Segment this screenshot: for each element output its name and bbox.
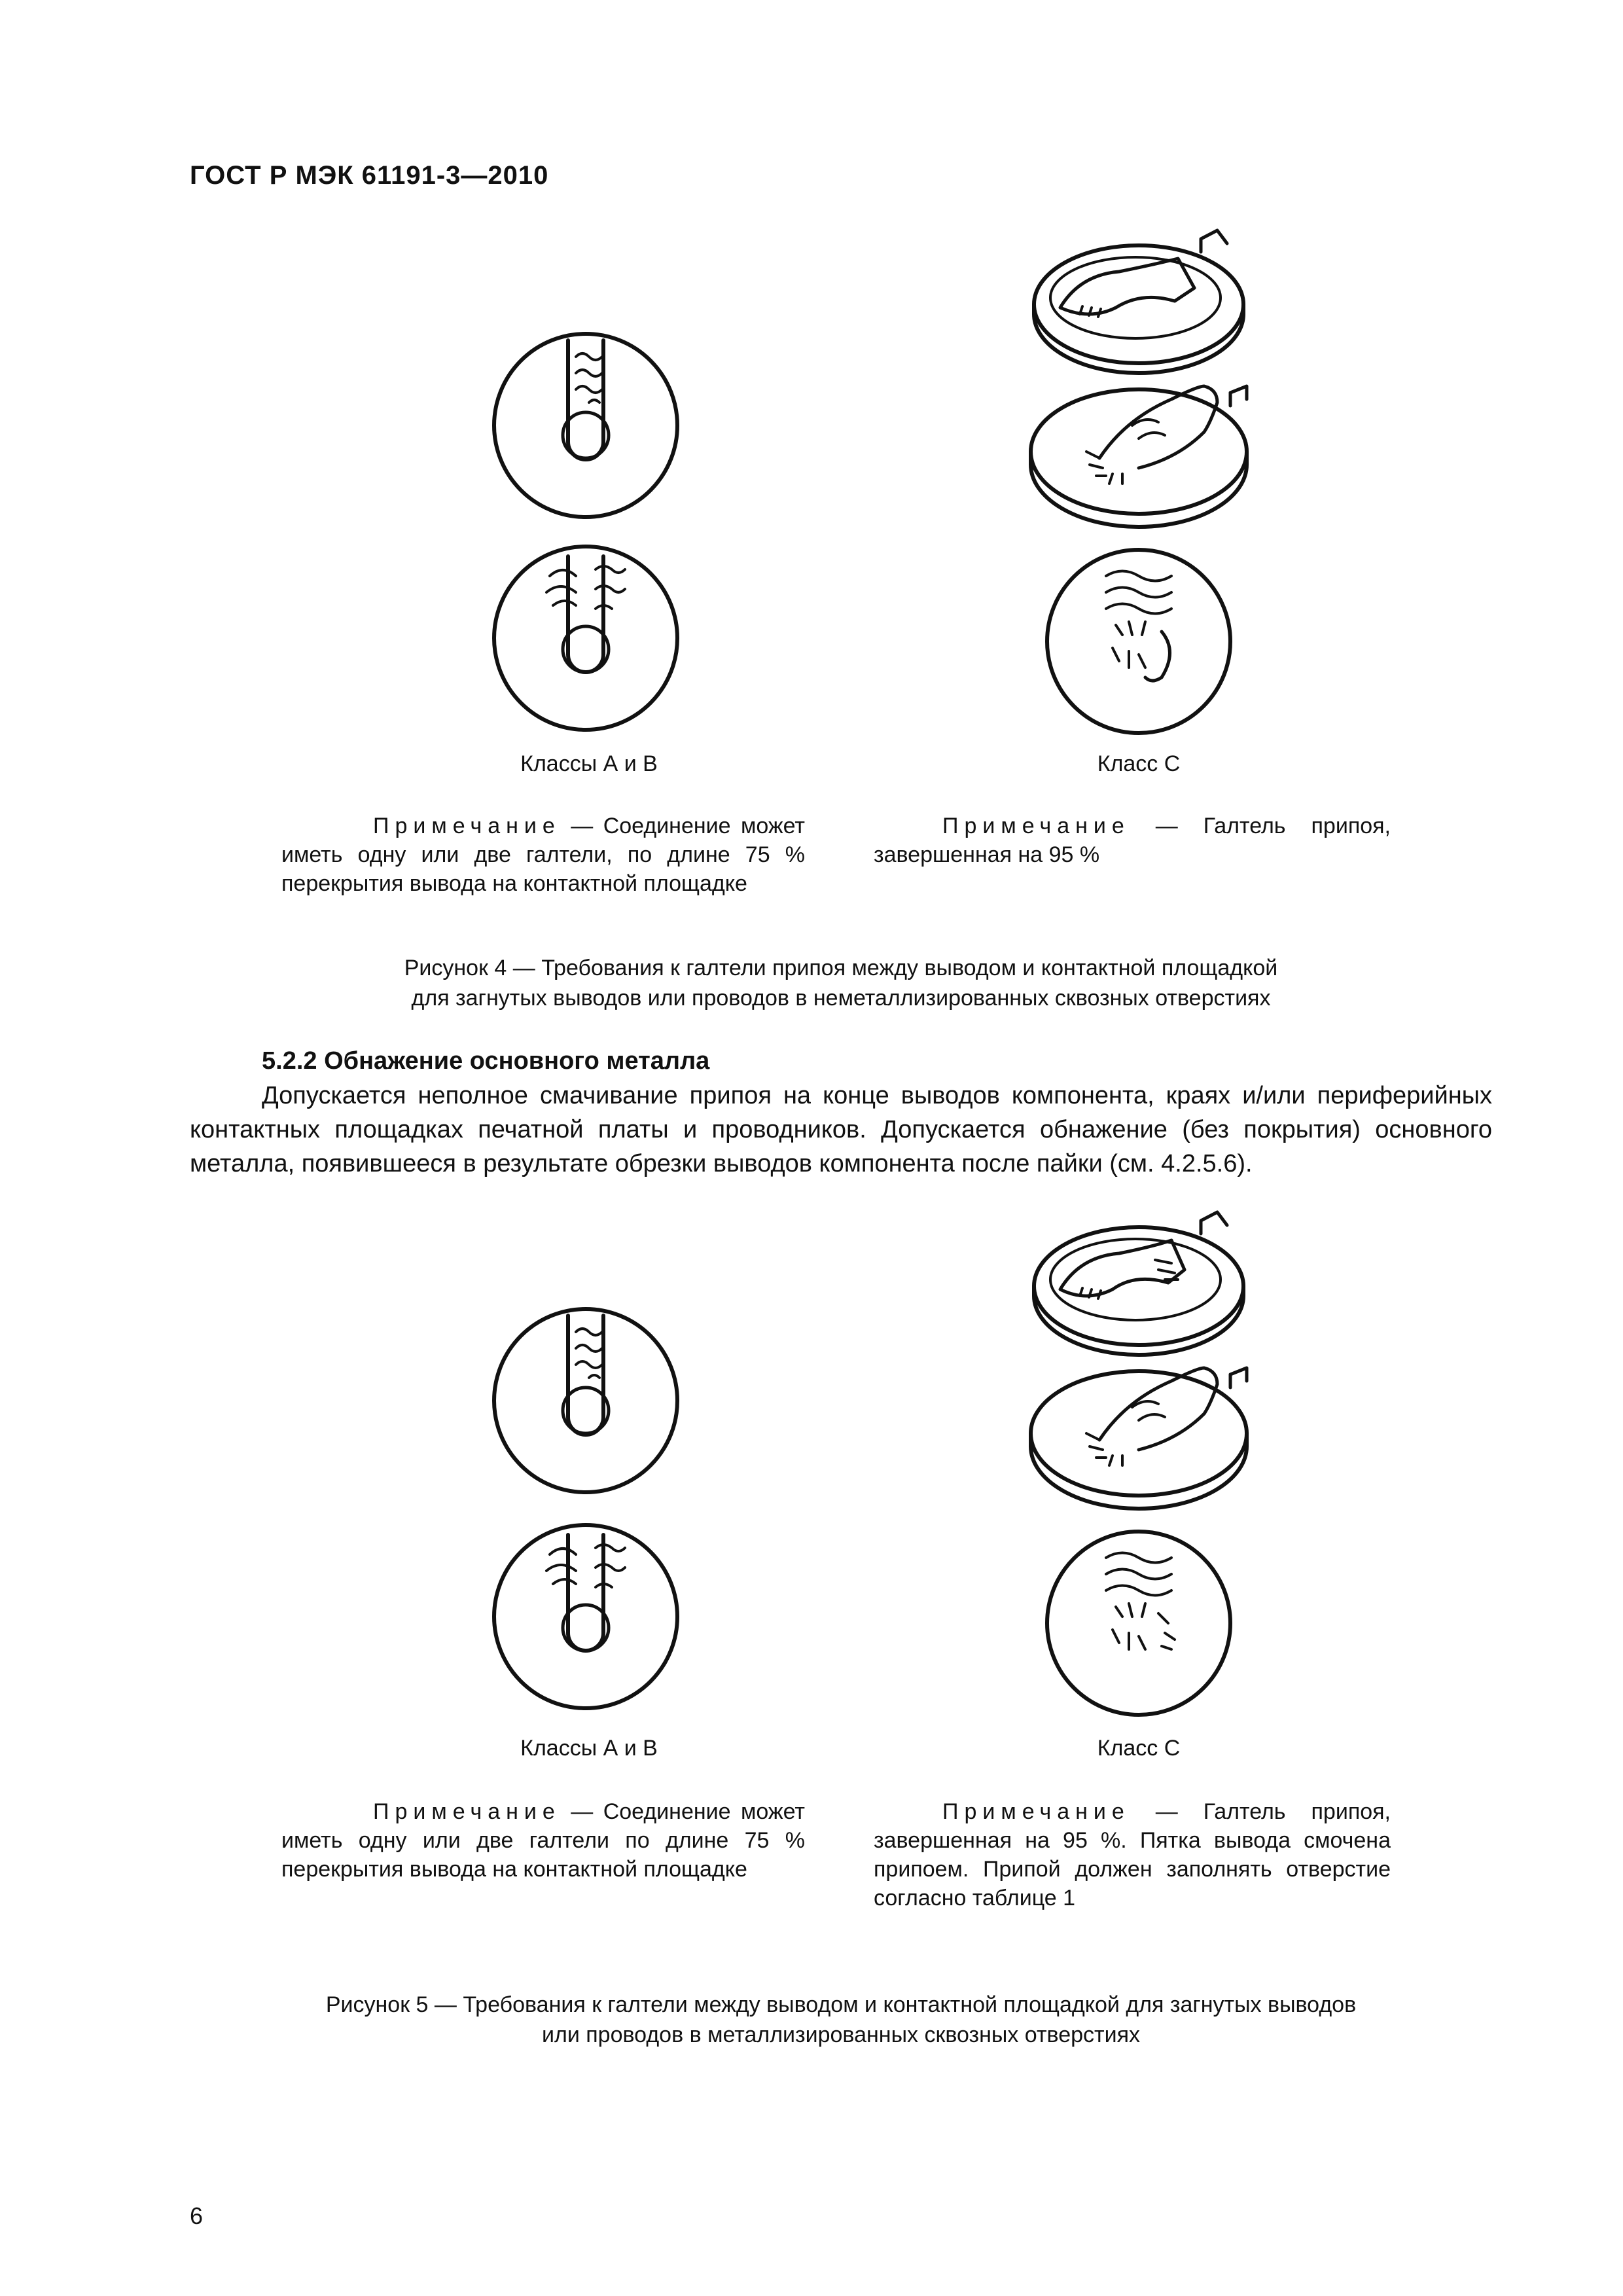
fig5-left-label: Классы А и В <box>520 1736 658 1761</box>
fig4-right-label: Класс С <box>1097 751 1181 776</box>
fig4-left-label: Классы А и В <box>520 751 658 776</box>
fig5-right-bottom-joint-drawing <box>1047 1532 1230 1715</box>
fig5-left-bottom-joint-drawing <box>494 1525 677 1708</box>
note-text: — Соединение может иметь одну или две галтели по длине 75 % перекрытия вывода на контактной площадке <box>281 1799 805 1882</box>
figure-5-caption <box>190 1990 1492 2050</box>
document-header: ГОСТ Р МЭК 61191-3—2010 <box>190 161 549 190</box>
fig5-right-label: Класс С <box>1097 1736 1181 1761</box>
section-paragraph: Допускается неполное смачивание припоя на конце выводов компонента, краях и/или периферийных контактных площадках печатной платы и проводников. Допускается обнажение (без покрытия) основного металла, появившееся в результате обрезки выводов компонента после пайки (см. 4.2.5.6). <box>190 1082 1492 1177</box>
figure-5-caption-line1: Рисунок 5 — Требования к галтели между выводом и контактной площадкой для загнутых выводов <box>325 1992 1357 2017</box>
figure-4-caption-line2: для загнутых выводов или проводов в неметаллизированных сквозных отверстиях <box>411 986 1271 1011</box>
note-lead: Примечание <box>373 814 561 838</box>
note-lead: Примечание <box>942 814 1130 838</box>
fig5-right-note <box>874 1797 1391 1912</box>
note-text: — Соединение может иметь одну или две галтели, по длине 75 % перекрытия вывода на контактной площадке <box>281 814 805 896</box>
fig5-left-note <box>281 1797 805 1884</box>
fig5-right-top-disk-drawing <box>1034 1212 1243 1355</box>
figure-4-caption-line1: Рисунок 4 — Требования к галтели припоя между выводом и контактной площадкой <box>404 956 1278 980</box>
page-number: 6 <box>190 2202 204 2229</box>
note-lead: Примечание <box>942 1799 1130 1824</box>
fig5-right-middle-disk-drawing <box>1031 1368 1247 1509</box>
note-lead: Примечание <box>373 1799 561 1824</box>
figure-5-caption-line2: или проводов в металлизированных сквозных отверстиях <box>542 2022 1140 2047</box>
note-text: — Галтель припоя, завершенная на 95 % <box>874 814 1391 867</box>
fig5-left-top-joint-drawing <box>494 1309 677 1492</box>
section-heading: 5.2.2 Обнажение основного металла <box>262 1047 710 1075</box>
note-text: — Галтель припоя, завершенная на 95 %. Пятка вывода смочена припоем. Припой должен заполнять отверстие согласно таблице 1 <box>874 1799 1391 1910</box>
